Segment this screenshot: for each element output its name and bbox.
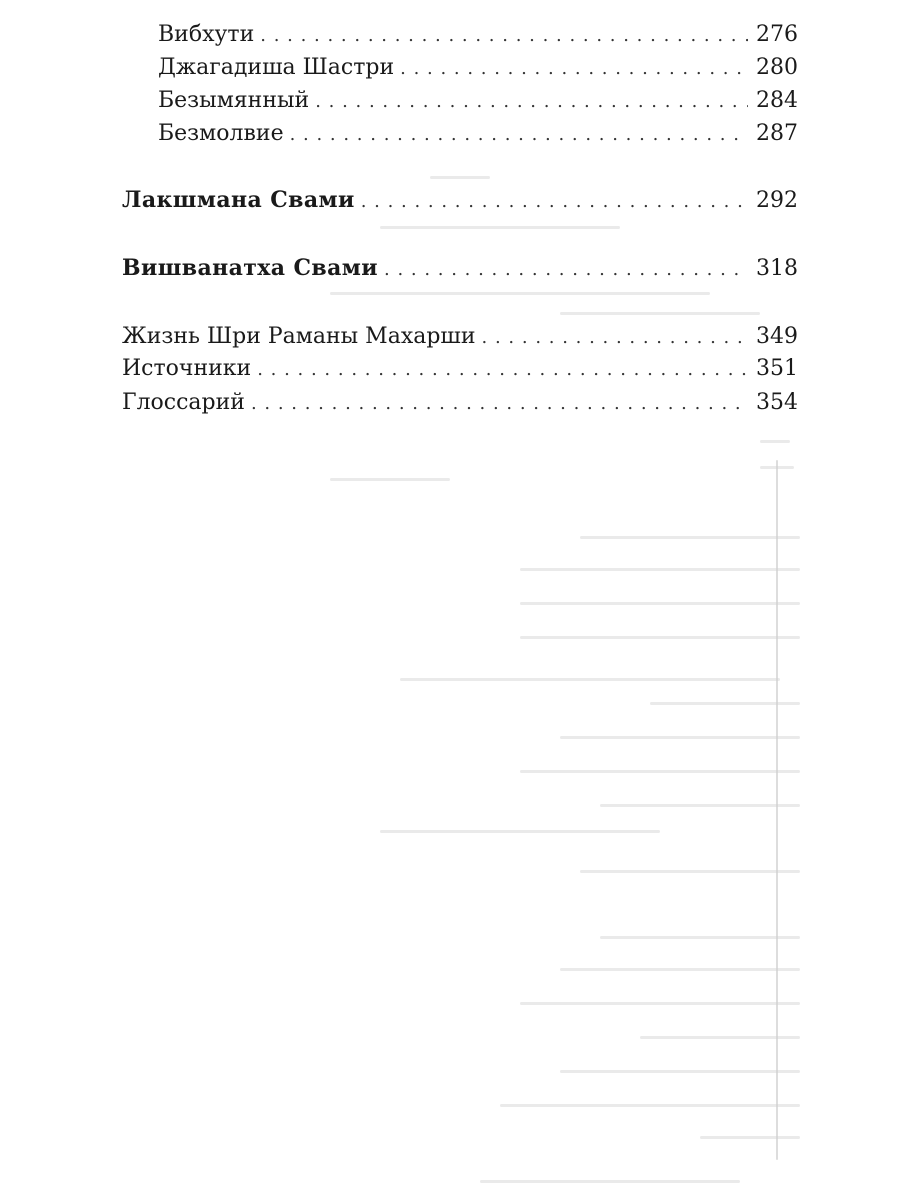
toc-section-page: 318 [756, 256, 798, 281]
toc-entry-bezymyanny[interactable] [158, 84, 798, 118]
toc-appendix-title: Жизнь Шри Раманы Махарши [122, 324, 476, 349]
dot-leader [315, 85, 748, 119]
toc-entry-title: Безымянный [158, 88, 310, 113]
toc-appendix-glossary[interactable] [122, 386, 798, 420]
dot-leader [482, 321, 748, 355]
toc-appendix-title: Глоссарий [122, 390, 245, 415]
toc-entry-page: 280 [756, 55, 798, 80]
toc-appendix-page: 351 [756, 356, 798, 381]
toc-appendix-page: 354 [756, 390, 798, 415]
dot-leader [257, 353, 748, 387]
toc-entry-title: Вибхути [158, 22, 255, 47]
toc-entry-vibhuti[interactable] [158, 18, 798, 52]
toc-section-lakshmana-swami[interactable] [122, 183, 798, 217]
toc-entry-title: Безмолвие [158, 121, 284, 146]
toc-entry-bezmolvie[interactable] [158, 117, 798, 151]
toc-section-title: Лакшмана Свами [122, 187, 355, 213]
dot-leader [260, 19, 748, 53]
toc-appendix-page: 349 [756, 324, 798, 349]
dot-leader [384, 253, 748, 287]
dot-leader [251, 387, 748, 421]
toc-entry-page: 287 [756, 121, 798, 146]
toc-section-vishvanatha-swami[interactable] [122, 251, 798, 285]
toc-appendix-title: Источники [122, 356, 252, 381]
toc-entry-title: Джагадиша Шастри [158, 55, 395, 80]
dot-leader [361, 185, 748, 219]
toc-entry-jagadisha-shastri[interactable] [158, 51, 798, 85]
toc-entry-page: 276 [756, 22, 798, 47]
toc-appendix-life[interactable] [122, 320, 798, 354]
toc-entry-page: 284 [756, 88, 798, 113]
dot-leader [290, 118, 748, 152]
toc-appendix-sources[interactable] [122, 352, 798, 386]
toc-section-page: 292 [756, 188, 798, 213]
toc-section-title: Вишванатха Свами [122, 255, 378, 281]
dot-leader [400, 52, 748, 86]
